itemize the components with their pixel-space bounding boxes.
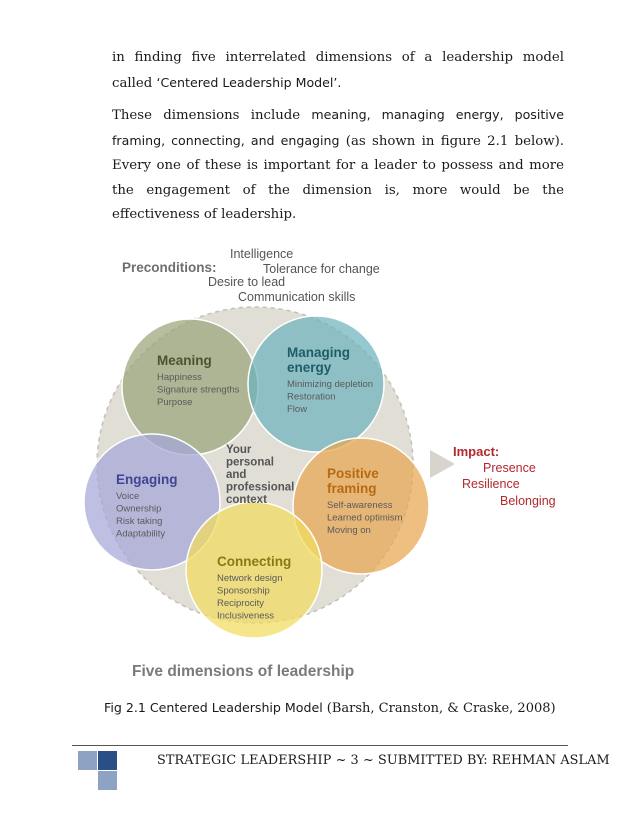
intro-paragraph bbox=[112, 46, 564, 96]
dimension-title: Connecting bbox=[217, 554, 292, 569]
impact-item: Resilience bbox=[462, 477, 520, 491]
footer-logo-square bbox=[98, 771, 117, 790]
leadership-model-figure bbox=[80, 240, 580, 685]
impact-label: Impact: bbox=[453, 444, 500, 459]
dimension-item: Flow bbox=[287, 404, 308, 415]
dimension-title: framing bbox=[327, 481, 377, 496]
footer-divider bbox=[72, 745, 568, 746]
impact-arrow-icon bbox=[430, 450, 455, 478]
dimension-item: Minimizing depletion bbox=[287, 379, 374, 390]
dimension-item: Learned optimism bbox=[327, 512, 403, 524]
caption-title: Fig 2.1 Centered Leadership Model bbox=[104, 700, 323, 715]
footer-text: STRATEGIC LEADERSHIP ~ 3 ~ SUBMITTED BY: REHMAN ASLAM bbox=[157, 753, 610, 768]
dimension-item: Signature strengths bbox=[157, 384, 240, 396]
impact-item: Belonging bbox=[500, 494, 556, 508]
intro-text: in finding five interrelated dimensions of a leadership model called bbox=[112, 50, 564, 91]
preconditions-label: Preconditions: bbox=[122, 260, 217, 275]
dimension-item: Network design bbox=[217, 573, 283, 584]
figure-bottom-title: Five dimensions of leadership bbox=[132, 663, 355, 680]
dimension-item: Moving on bbox=[327, 525, 371, 536]
dimension-list: meaning, managing energy, positive framing, connecting, and engaging bbox=[112, 107, 564, 148]
para2-end: (as shown in figure 2.1 below). Every one of these is important for a leader to possess and more the engagement of the dimension is, more would be the effectiveness of leadership. bbox=[112, 133, 565, 222]
dimension-item: Restoration bbox=[287, 391, 336, 403]
dimension-item: Inclusiveness bbox=[217, 610, 275, 622]
dimension-item: Voice bbox=[116, 491, 140, 502]
dimension-title: Engaging bbox=[116, 472, 178, 487]
dimensions-paragraph bbox=[112, 103, 564, 228]
model-name: ‘Centered Leadership Model’. bbox=[156, 74, 342, 90]
center-context-text: professional bbox=[226, 481, 295, 494]
caption-citation: (Barsh, Cranston, & Craske, 2008) bbox=[326, 701, 556, 716]
dimension-item: Happiness bbox=[157, 372, 202, 383]
dimension-item: Ownership bbox=[116, 503, 162, 515]
dimension-title: Positive bbox=[327, 466, 379, 481]
footer-logo-square bbox=[98, 751, 117, 770]
figure-caption bbox=[104, 700, 556, 716]
dimension-title: Meaning bbox=[157, 353, 212, 368]
dimension-item: Purpose bbox=[157, 397, 193, 408]
center-context-text: personal bbox=[226, 456, 274, 469]
dimension-item: Risk taking bbox=[116, 516, 163, 527]
center-context-text: context bbox=[226, 494, 267, 506]
dimension-item: Sponsorship bbox=[217, 585, 270, 597]
precondition-item: Communication skills bbox=[238, 290, 356, 304]
dimension-title: Managing bbox=[287, 345, 350, 360]
dimension-item: Adaptability bbox=[116, 528, 166, 540]
center-context-text: and bbox=[226, 469, 247, 481]
impact-item: Presence bbox=[483, 461, 536, 475]
precondition-item: Intelligence bbox=[230, 247, 294, 261]
dimension-item: Self-awareness bbox=[327, 500, 393, 511]
dimension-title: energy bbox=[287, 360, 332, 375]
precondition-item: Desire to lead bbox=[208, 275, 286, 289]
dimension-item: Reciprocity bbox=[217, 598, 264, 609]
footer-logo-square bbox=[78, 751, 97, 770]
para2-start: These dimensions include bbox=[112, 108, 301, 123]
center-context-text: Your bbox=[226, 444, 252, 456]
precondition-item: Tolerance for change bbox=[263, 262, 380, 276]
